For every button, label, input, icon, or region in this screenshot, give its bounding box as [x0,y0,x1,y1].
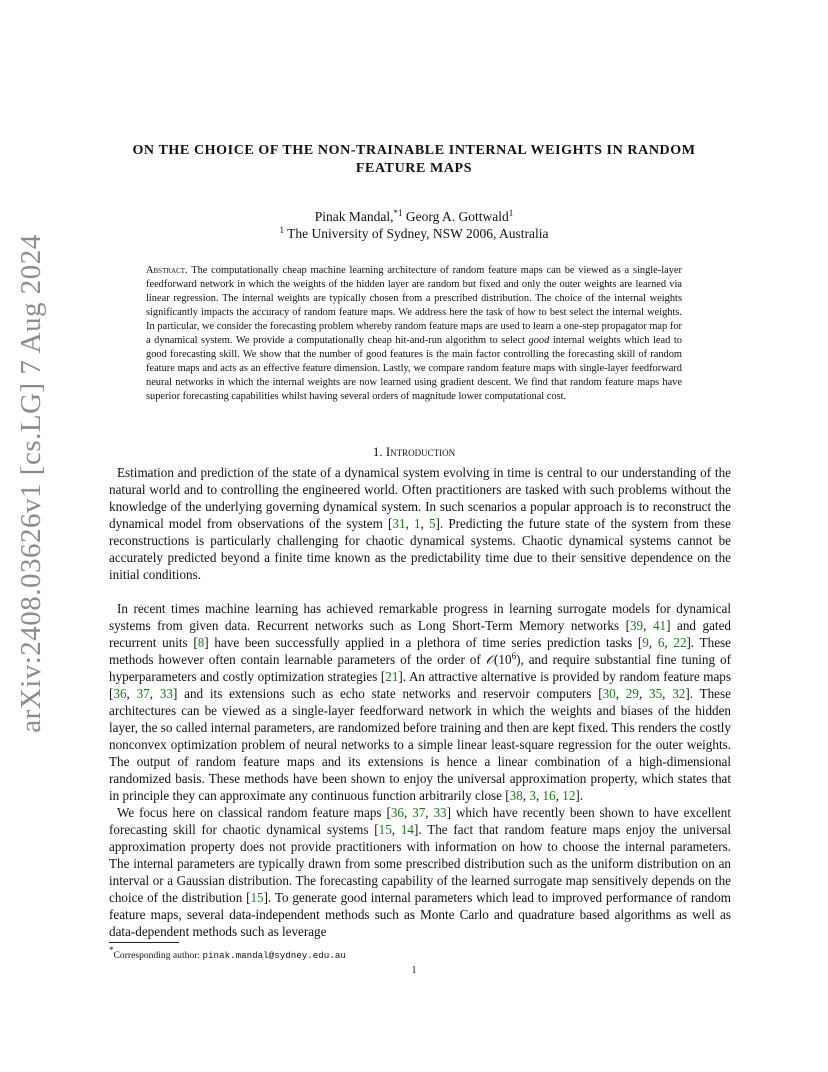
citation-link[interactable]: 5 [428,516,436,531]
author-2: Georg A. Gottwald [405,209,509,224]
abstract-emphasis: good [528,335,550,347]
citation-link[interactable]: 30 [602,686,616,701]
citation-link[interactable]: 33 [159,686,173,701]
citation-link[interactable]: 37 [412,805,426,820]
citation-link[interactable]: 14 [400,822,414,837]
citation-link[interactable]: 37 [136,686,150,701]
citation-link[interactable]: 22 [673,635,687,650]
title-line-2: FEATURE MAPS [355,161,473,176]
citation-link[interactable]: 8 [197,635,205,650]
citation-link[interactable]: 31 [392,516,406,531]
footnote-mark: * [109,945,114,955]
citation-link[interactable]: 38 [509,788,523,803]
citation-link[interactable]: 36 [390,805,404,820]
citation-link[interactable]: 15 [378,822,392,837]
citation-link[interactable]: 15 [250,890,264,905]
footnote [109,945,346,962]
big-o-notation: $𝒪(10^6)$ [485,651,521,667]
citation-link[interactable]: 3 [529,788,536,803]
abstract-label: Abstract. [146,265,188,276]
citation-link[interactable]: 35 [649,686,663,701]
citation-link[interactable]: 39 [629,618,644,633]
citation-link[interactable]: 33 [433,805,447,820]
citation-link[interactable]: 36 [113,686,127,701]
abstract-text-2: internal weights which lead to good forecasting skill. We show that the number of good features is the main factor controlling the forecasting skill of random feature maps and acts as an effective feature dimension. Lastly, we compare random feature maps with single-layer feedforward neural networks in which the internal weights are now learned using gradient descent. We find that random feature maps have superior forecasting capabilities whilst having several orders of magnitude lower computational cost. [146,335,682,403]
author-2-mark: 1 [508,208,514,218]
footnote-rule [109,942,179,943]
citation-link[interactable]: 16 [542,788,556,803]
author-1: Pinak Mandal, [314,209,394,224]
citation-link[interactable]: 1 [413,516,421,531]
title-line-1: ON THE CHOICE OF THE NON-TRAINABLE INTERNAL WEIGHTS IN RANDOM [132,143,696,158]
citation-link[interactable]: 41 [652,618,667,633]
paragraph-3: We focus here on classical random feature maps [36, 37, 33] which have recently been shown to have excellent forecasting skill for chaotic dynamical systems [15, 14]. The fact that random feature maps enjoy the universal approximation property does not provide practitioners with information on how to choose the internal parameters. The internal parameters are typically drawn from some prescribed distribution such as the uniform distribution on an interval or a Gaussian distribution. The forecasting capability of the learned surrogate map sensitively depends on the choice of the distribution [15]. To generate good internal parameters which lead to improved performance of random feature maps, several data-independent methods such as Monte Carlo and quadrature based algorithms as well as data-dependent methods such as leverage [109,805,731,939]
author-list [100,208,728,226]
section-number: 1. [372,444,383,459]
citation-link[interactable]: 21 [385,669,399,684]
affiliation [100,225,728,243]
affiliation-mark: 1 [279,225,284,235]
paragraph-2: In recent times machine learning has achieved remarkable progress in learning surrogate models for dynamical systems from given data. Recurrent networks such as Long Short-Term Memory networks [39, 41] and gated recurrent units [8] have been successfully applied in a plethora of time series prediction tasks [9, 6, 22]. These methods however often contain learnable parameters of the order of $𝒪(10^6)$, and require substantial fine tuning of hyperparameters and costly optimization strategies [21]. An attractive alternative is provided by random feature maps [36, 37, 33] and its extensions such as echo state networks and reservoir computers [30, 29, 35, 32]. These architectures can be viewed as a single-layer feedforward network in which the weights and biases of the hidden layer, the so called internal parameters, are randomized before training and then are kept fixed. This renders the costly nonconvex optimization problem of neural networks to a simple linear least-square regression for the outer weights. The output of random feature maps and its extensions is hence a linear combination of a high-dimensional randomized basis. These methods have been shown to enjoy the universal approximation property, which states that in principle they can approximate any continuous function arbitrarily close [38, 3, 16, 12]. [109,601,731,803]
citation-link[interactable]: 32 [672,686,686,701]
page-number: 1 [411,965,417,976]
citation-link[interactable]: 6 [657,635,665,650]
paper-title [100,142,728,178]
section-title: Introduction [385,444,456,459]
author-1-marks: *1 [393,208,403,218]
citation-link[interactable]: 9 [642,635,649,650]
citation-link[interactable]: 12 [562,788,576,803]
email-link[interactable]: pinak.mandal@sydney.edu.au [202,950,346,961]
abstract [146,264,682,404]
affiliation-text: The University of Sydney, NSW 2006, Australia [287,226,549,241]
citation-link[interactable]: 29 [625,686,639,701]
arxiv-stamp: arXiv:2408.03626v1 [cs.LG] 7 Aug 2024 [14,233,47,733]
section-heading [100,444,728,460]
abstract-text-1: The computationally cheap machine learning architecture of random feature maps can be viewed as a single-layer feedforward network in which the weights of the hidden layer are random but fixed and only the outer weights are learned via linear regression. The internal weights are typically chosen from a prescribed distribution. The choice of the internal weights significantly impacts the accuracy of random feature maps. We address here the task of how to best select the internal weights. In particular, we consider the forecasting problem whereby random feature maps are used to learn a one-step propagator map for a dynamical system. We provide a computationally cheap hit-and-run algorithm to select [146,265,682,347]
footnote-label: Corresponding author: [113,950,201,961]
paragraph-1: Estimation and prediction of the state of a dynamical system evolving in time is central to our understanding of the natural world and to controlling the engineered world. Often practitioners are tasked with such problems without the knowledge of the underlying governing dynamical system. In such scenarios a popular approach is to reconstruct the dynamical model from observations of the system [31, 1, 5]. Predicting the future state of the system from these reconstructions is particularly challenging for chaotic dynamical systems. Chaotic dynamical systems cannot be accurately predicted beyond a finite time known as the predictability time due to their sensitive dependence on the initial conditions. [109,465,731,582]
